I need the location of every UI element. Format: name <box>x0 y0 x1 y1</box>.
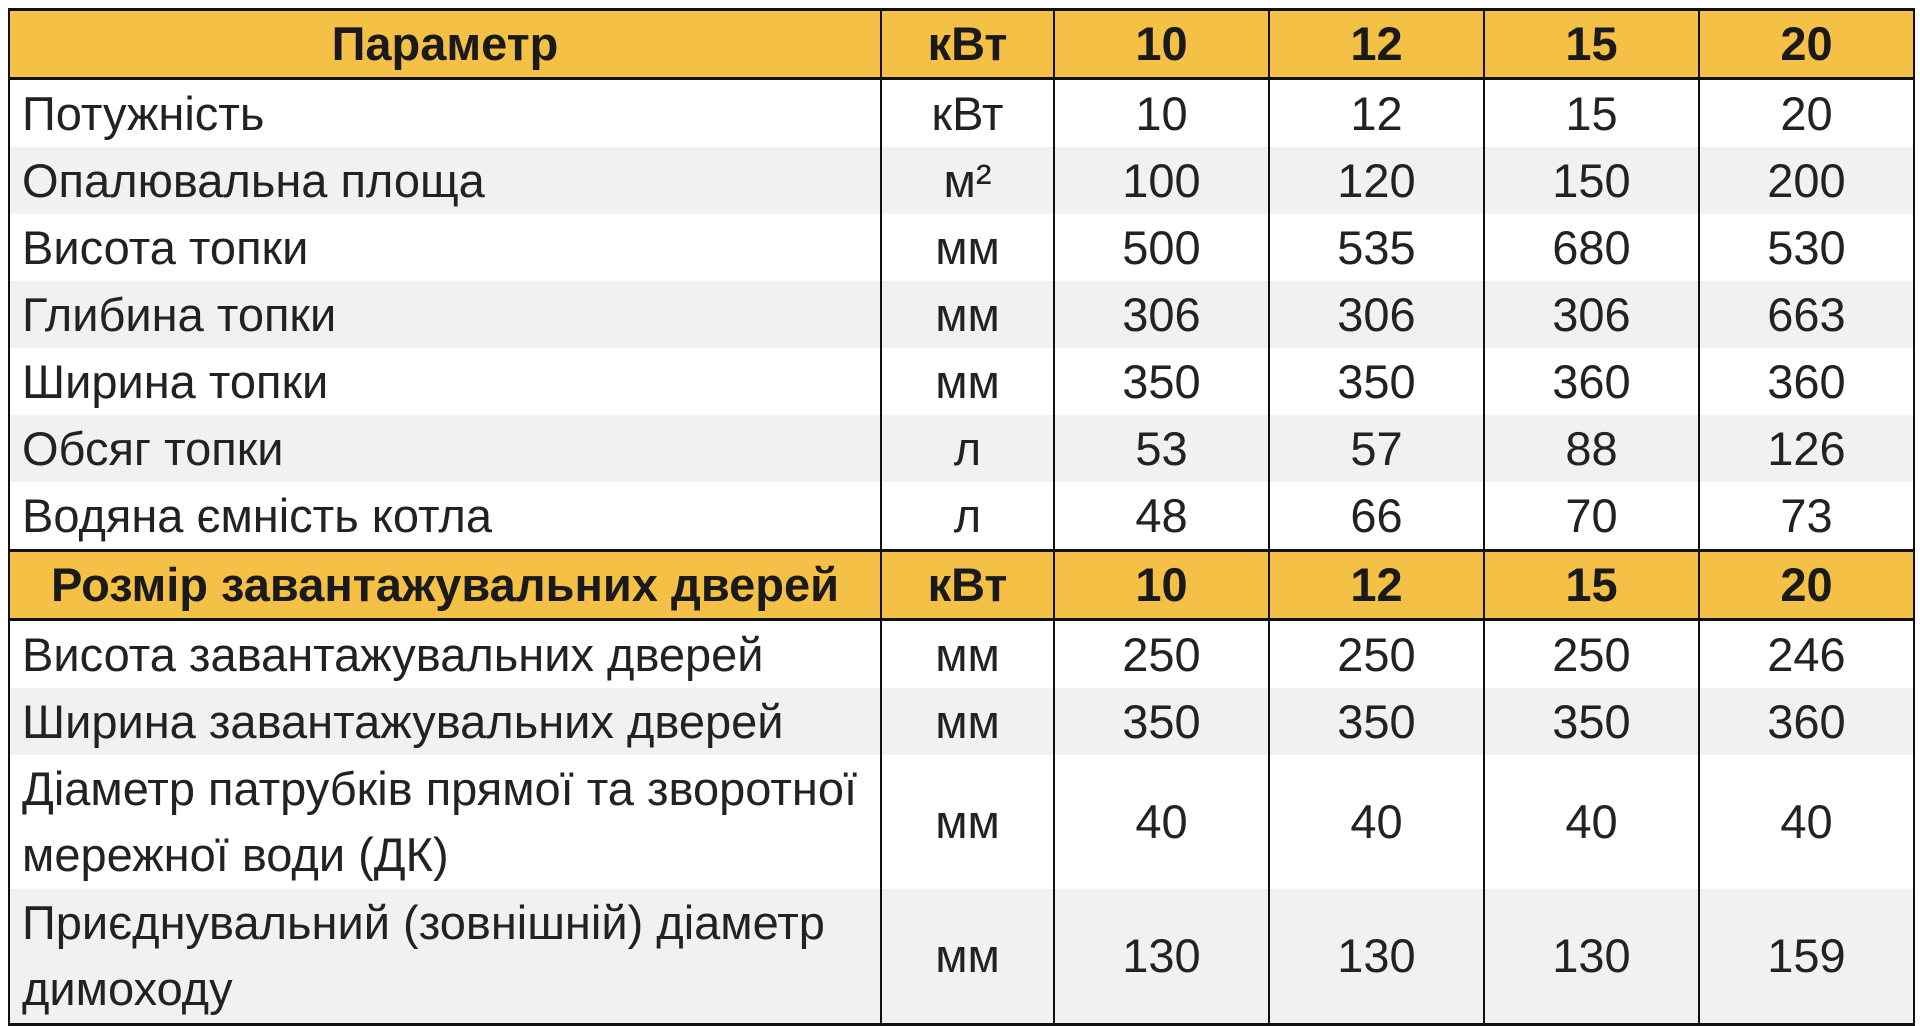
row-value: 350 <box>1269 688 1484 755</box>
header-cell-door-size: Розмір завантажувальних дверей <box>9 551 881 620</box>
row-value: 88 <box>1484 415 1699 482</box>
row-value: 350 <box>1269 348 1484 415</box>
row-unit: мм <box>881 688 1054 755</box>
row-label: Опалювальна площа <box>9 147 881 214</box>
table-row <box>9 755 1914 889</box>
row-value: 57 <box>1269 415 1484 482</box>
row-label: Водяна ємність котла <box>9 482 881 551</box>
row-unit: мм <box>881 214 1054 281</box>
row-value: 530 <box>1699 214 1914 281</box>
row-label: Глибина топки <box>9 281 881 348</box>
row-value: 70 <box>1484 482 1699 551</box>
table-row <box>9 281 1914 348</box>
row-value: 150 <box>1484 147 1699 214</box>
row-unit: мм <box>881 348 1054 415</box>
row-value: 130 <box>1054 889 1269 1025</box>
row-value: 15 <box>1484 79 1699 148</box>
row-value: 48 <box>1054 482 1269 551</box>
row-label: Ширина завантажувальних дверей <box>9 688 881 755</box>
row-value: 10 <box>1054 79 1269 148</box>
row-value: 53 <box>1054 415 1269 482</box>
row-value: 126 <box>1699 415 1914 482</box>
header-cell-10: 10 <box>1054 10 1269 79</box>
row-value: 350 <box>1054 688 1269 755</box>
row-value: 306 <box>1269 281 1484 348</box>
row-value: 40 <box>1484 755 1699 889</box>
row-value: 159 <box>1699 889 1914 1025</box>
section-header-parameters <box>9 10 1914 79</box>
header-cell-15: 15 <box>1484 10 1699 79</box>
row-value: 130 <box>1484 889 1699 1025</box>
row-value: 306 <box>1054 281 1269 348</box>
table-row <box>9 79 1914 148</box>
table-row <box>9 889 1914 1025</box>
row-value: 680 <box>1484 214 1699 281</box>
row-unit: л <box>881 415 1054 482</box>
table-row <box>9 214 1914 281</box>
header-cell-12: 12 <box>1269 10 1484 79</box>
boiler-spec-table <box>8 8 1915 1026</box>
row-label: Приєднувальний (зовнішній) діаметр димоходу <box>9 889 881 1025</box>
section-header-loading-door <box>9 551 1914 620</box>
header-cell-10: 10 <box>1054 551 1269 620</box>
header-cell-15: 15 <box>1484 551 1699 620</box>
row-value: 663 <box>1699 281 1914 348</box>
row-label: Обсяг топки <box>9 415 881 482</box>
row-value: 360 <box>1699 688 1914 755</box>
header-cell-parameter: Параметр <box>9 10 881 79</box>
header-cell-unit: кВт <box>881 551 1054 620</box>
header-cell-20: 20 <box>1699 10 1914 79</box>
row-unit: мм <box>881 755 1054 889</box>
row-unit: м² <box>881 147 1054 214</box>
row-value: 246 <box>1699 620 1914 689</box>
row-value: 66 <box>1269 482 1484 551</box>
header-cell-20: 20 <box>1699 551 1914 620</box>
row-value: 12 <box>1269 79 1484 148</box>
header-cell-12: 12 <box>1269 551 1484 620</box>
row-unit: мм <box>881 620 1054 689</box>
table-row <box>9 688 1914 755</box>
row-unit: мм <box>881 281 1054 348</box>
table-row <box>9 620 1914 689</box>
row-label: Ширина топки <box>9 348 881 415</box>
row-unit: кВт <box>881 79 1054 148</box>
row-value: 73 <box>1699 482 1914 551</box>
row-value: 500 <box>1054 214 1269 281</box>
row-value: 120 <box>1269 147 1484 214</box>
row-value: 40 <box>1699 755 1914 889</box>
row-value: 360 <box>1484 348 1699 415</box>
row-label: Висота завантажувальних дверей <box>9 620 881 689</box>
row-value: 100 <box>1054 147 1269 214</box>
header-cell-unit: кВт <box>881 10 1054 79</box>
row-value: 130 <box>1269 889 1484 1025</box>
row-value: 200 <box>1699 147 1914 214</box>
row-value: 306 <box>1484 281 1699 348</box>
row-value: 535 <box>1269 214 1484 281</box>
row-value: 40 <box>1054 755 1269 889</box>
row-unit: л <box>881 482 1054 551</box>
row-value: 250 <box>1484 620 1699 689</box>
table-row <box>9 415 1914 482</box>
row-label: Висота топки <box>9 214 881 281</box>
table-row <box>9 482 1914 551</box>
row-value: 350 <box>1054 348 1269 415</box>
row-value: 20 <box>1699 79 1914 148</box>
row-unit: мм <box>881 889 1054 1025</box>
row-value: 350 <box>1484 688 1699 755</box>
row-label: Потужність <box>9 79 881 148</box>
row-value: 360 <box>1699 348 1914 415</box>
row-value: 250 <box>1054 620 1269 689</box>
row-value: 40 <box>1269 755 1484 889</box>
row-value: 250 <box>1269 620 1484 689</box>
table-row <box>9 147 1914 214</box>
table-row <box>9 348 1914 415</box>
row-label: Діаметр патрубків прямої та зворотної мережної води (ДК) <box>9 755 881 889</box>
